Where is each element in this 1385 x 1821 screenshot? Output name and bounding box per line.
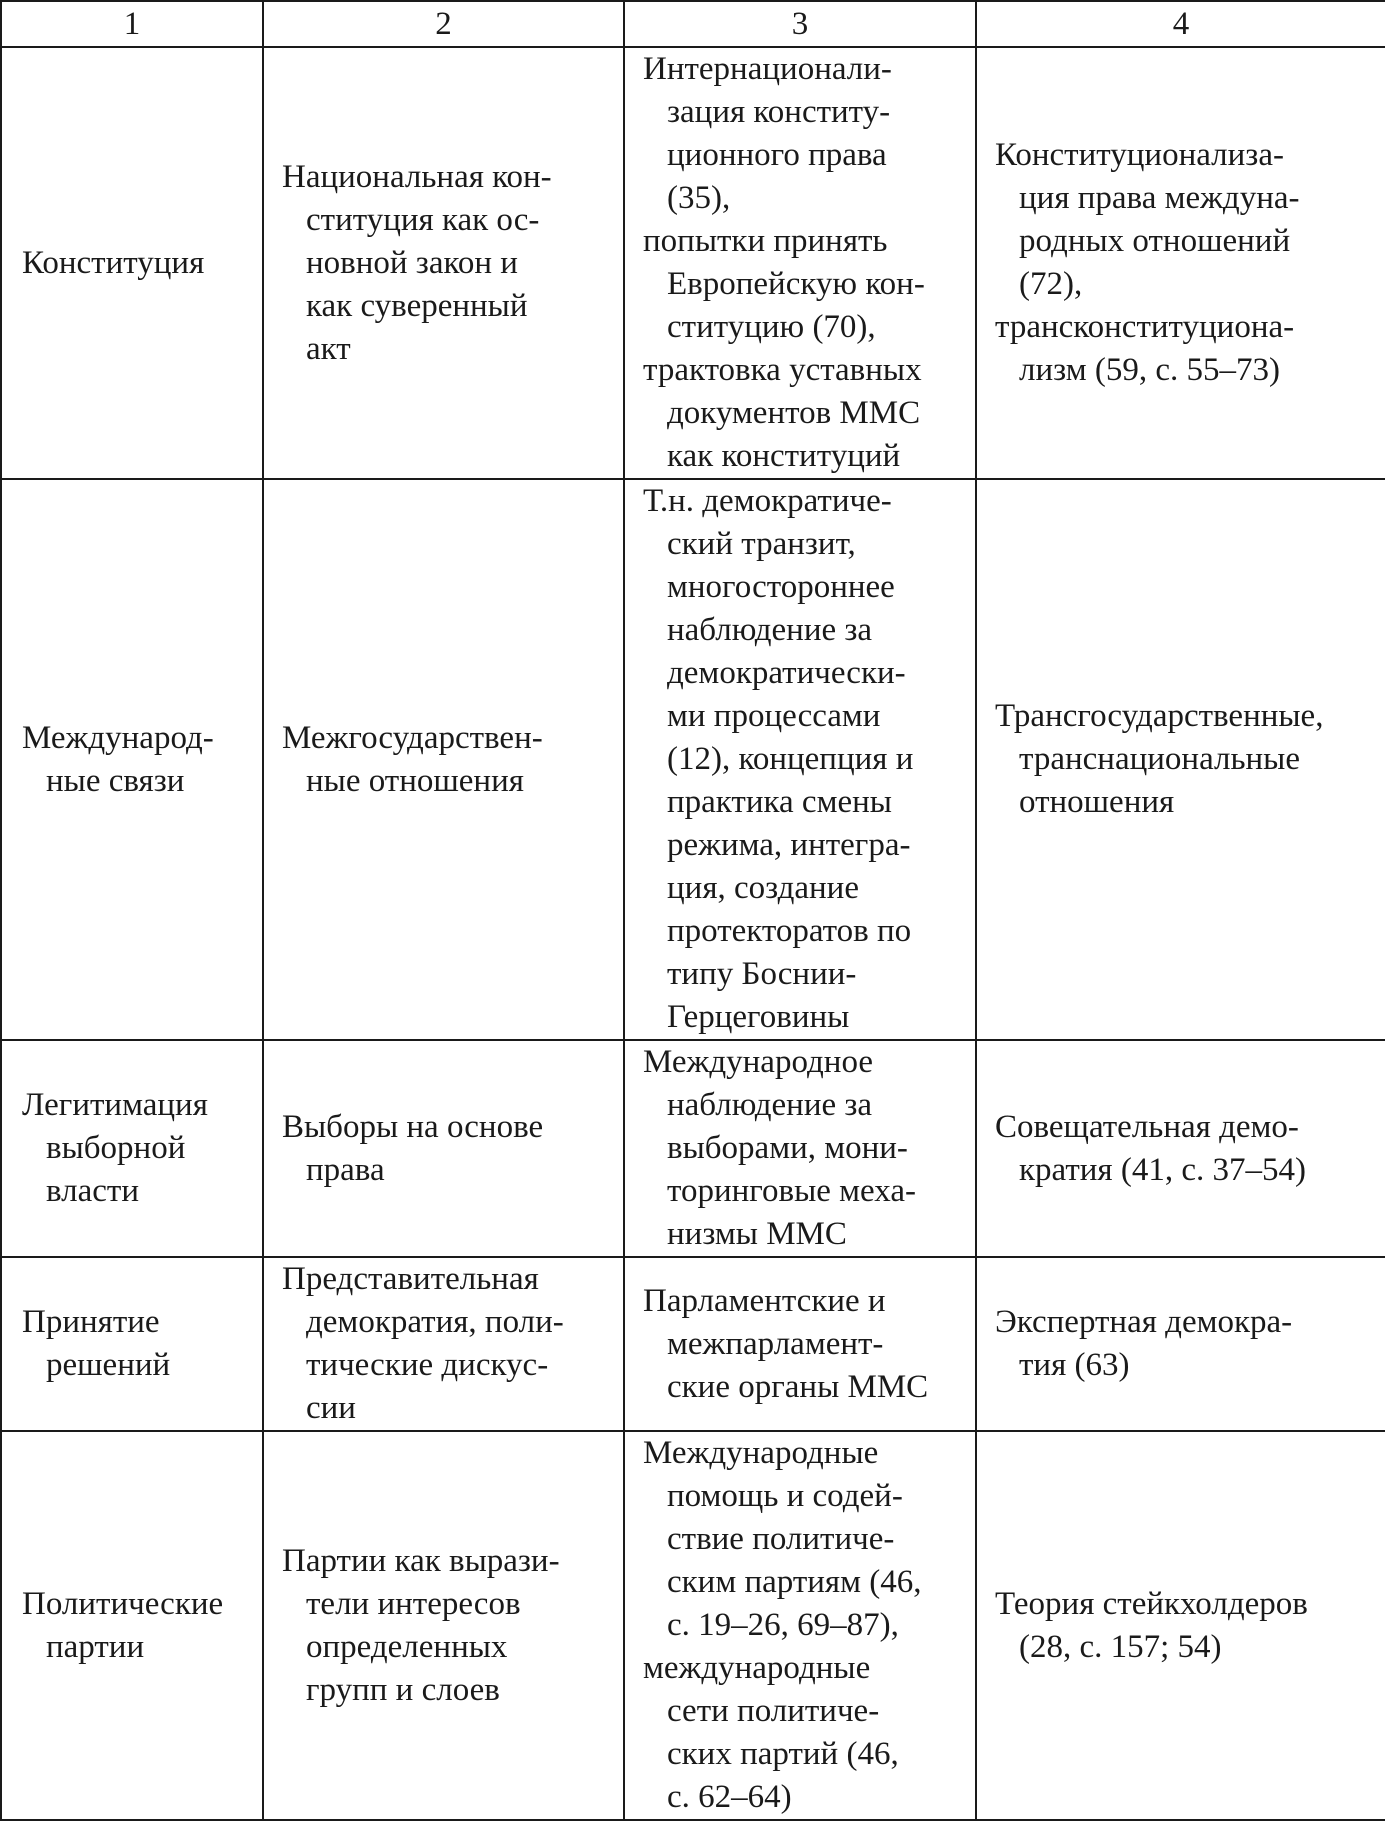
table-cell-col-4 — [976, 1040, 1385, 1257]
cell-line: Экспертная демокра- — [995, 1304, 1293, 1340]
cell-line: Международное — [643, 1044, 874, 1080]
cell-text — [264, 717, 623, 803]
cell-line: как конституций — [667, 438, 901, 474]
cell-line: ский транзит, — [667, 526, 856, 562]
header-cell-4: 4 — [976, 1, 1385, 47]
table-cell-col-4 — [976, 1257, 1385, 1431]
cell-line: ционного права — [667, 137, 887, 173]
cell-line: наблюдение за — [667, 612, 873, 648]
cell-line: ция, создание — [667, 870, 859, 906]
table-cell-col-1 — [1, 1257, 263, 1431]
cell-line: зация конститу- — [667, 94, 891, 130]
cell-text — [2, 1084, 262, 1213]
cell-line: определенных — [306, 1628, 508, 1665]
table-cell-col-3 — [624, 479, 976, 1040]
table-row — [1, 1040, 1385, 1257]
cell-line: Парламентские и — [643, 1282, 886, 1319]
cell-line: ция права междуна- — [1019, 180, 1300, 216]
cell-line: демократически- — [667, 655, 906, 691]
cell-text — [625, 1041, 975, 1256]
cell-text — [977, 695, 1385, 824]
table-row — [1, 47, 1385, 479]
cell-line: ских партий (46, — [667, 1736, 899, 1772]
cell-text — [977, 1301, 1385, 1387]
cell-line: Т.н. демократиче- — [643, 483, 892, 519]
table-cell-col-2 — [263, 1040, 624, 1257]
cell-line: Представительная — [282, 1261, 539, 1297]
cell-line: Совещательная демо- — [995, 1108, 1299, 1145]
header-cell-3: 3 — [624, 1, 976, 47]
table-cell-col-3 — [624, 1431, 976, 1820]
cell-text — [264, 1106, 623, 1192]
header-cell-1: 1 — [1, 1, 263, 47]
cell-line: Выборы на основе — [282, 1108, 544, 1145]
cell-line: ским партиям (46, — [667, 1564, 922, 1600]
cell-line: Конституционализа- — [995, 137, 1284, 173]
cell-line: тели интересов — [306, 1585, 521, 1622]
cell-line: Межгосударствен- — [282, 719, 543, 756]
cell-line: выборами, мони- — [667, 1130, 908, 1166]
table-cell-col-2 — [263, 479, 624, 1040]
table-body — [1, 1, 1385, 1820]
cell-line: попытки принять — [643, 223, 888, 259]
cell-line: документов ММС — [667, 395, 921, 431]
cell-line: сети политиче- — [667, 1693, 880, 1729]
cell-text — [625, 1280, 975, 1409]
cell-line: решений — [46, 1347, 171, 1383]
header-row — [1, 1, 1385, 47]
cell-line: протекторатов по — [667, 913, 912, 949]
cell-line: ституция как ос- — [306, 201, 540, 238]
cell-line: (12), концепция и — [667, 741, 914, 777]
cell-line: практика смены — [667, 784, 892, 820]
cell-line: ституцию (70), — [667, 309, 876, 345]
cell-line: лизм (59, с. 55–73) — [1019, 352, 1280, 388]
cell-line: трансконституциона- — [995, 309, 1295, 345]
cell-line: сии — [306, 1390, 356, 1426]
cell-line: выборной — [46, 1130, 186, 1166]
cell-line: отношения — [1019, 784, 1175, 820]
table-cell-col-4 — [976, 479, 1385, 1040]
table-row — [1, 479, 1385, 1040]
cell-line: Легитимация — [22, 1087, 208, 1123]
cell-line: ные отношения — [306, 762, 524, 799]
cell-line: наблюдение за — [667, 1087, 873, 1123]
cell-line: Принятие — [22, 1304, 160, 1340]
table-row — [1, 1257, 1385, 1431]
cell-line: (28, с. 157; 54) — [1019, 1628, 1222, 1665]
cell-line: новной закон и — [306, 244, 518, 281]
table-row — [1, 1431, 1385, 1820]
cell-line: с. 19–26, 69–87), — [667, 1607, 899, 1643]
cell-text — [625, 48, 975, 478]
cell-line: трактовка уставных — [643, 352, 922, 388]
table-cell-col-2 — [263, 47, 624, 479]
table-cell-col-3 — [624, 1257, 976, 1431]
cell-line: демократия, поли- — [306, 1304, 564, 1340]
cell-line: Европейскую кон- — [667, 266, 925, 302]
cell-line: низмы ММС — [667, 1216, 847, 1252]
cell-text — [264, 156, 623, 371]
header-cell-2: 2 — [263, 1, 624, 47]
cell-line: режима, интегра- — [667, 827, 911, 863]
cell-text — [2, 1583, 262, 1669]
cell-line: Политические — [22, 1585, 224, 1622]
cell-line: Международ- — [22, 719, 214, 756]
cell-text — [977, 1583, 1385, 1669]
cell-line: права — [306, 1151, 385, 1188]
cell-line: транснациональные — [1019, 741, 1300, 777]
cell-line: Национальная кон- — [282, 158, 552, 195]
table-cell-col-3 — [624, 47, 976, 479]
cell-line: как суверенный — [306, 287, 528, 324]
table-cell-col-1 — [1, 47, 263, 479]
cell-line: Герцеговины — [667, 999, 850, 1035]
cell-line: Трансгосударственные, — [995, 698, 1324, 734]
table-cell-col-1 — [1, 1431, 263, 1820]
table-cell-col-3 — [624, 1040, 976, 1257]
cell-line: тия (63) — [1019, 1347, 1130, 1383]
cell-line: кратия (41, с. 37–54) — [1019, 1151, 1306, 1188]
cell-line: родных отношений — [1019, 223, 1291, 259]
cell-line: ствие политиче- — [667, 1521, 895, 1557]
cell-line: Интернационали- — [643, 51, 892, 87]
cell-line: Теория стейкхолдеров — [995, 1585, 1308, 1622]
table-cell-col-1 — [1, 479, 263, 1040]
table-cell-col-4 — [976, 47, 1385, 479]
cell-line: межпарламент- — [667, 1325, 884, 1362]
cell-line: Международные — [643, 1435, 879, 1471]
table-cell-col-2 — [263, 1257, 624, 1431]
cell-line: ские органы ММС — [667, 1368, 929, 1405]
cell-line: ми процессами — [667, 698, 881, 734]
cell-line: с. 62–64) — [667, 1779, 792, 1815]
cell-line: акт — [306, 330, 351, 367]
cell-text — [2, 717, 262, 803]
cell-text — [625, 1432, 975, 1819]
cell-text — [2, 242, 262, 285]
cell-text — [264, 1540, 623, 1712]
cell-text — [2, 1301, 262, 1387]
cell-text — [264, 1258, 623, 1430]
table-cell-col-2 — [263, 1431, 624, 1820]
cell-line: партии — [46, 1628, 145, 1665]
cell-text — [977, 134, 1385, 392]
cell-line: Конституция — [22, 244, 205, 281]
cell-line: (35), — [667, 180, 731, 216]
cell-line: (72), — [1019, 266, 1083, 302]
cell-line: международные — [643, 1650, 871, 1686]
cell-line: многостороннее — [667, 569, 895, 605]
cell-text — [977, 1106, 1385, 1192]
cell-line: тические дискус- — [306, 1347, 549, 1383]
table-cell-col-4 — [976, 1431, 1385, 1820]
cell-line: групп и слоев — [306, 1671, 500, 1708]
cell-line: помощь и содей- — [667, 1478, 903, 1514]
cell-line: типу Боснии- — [667, 956, 857, 992]
cell-line: ные связи — [46, 762, 185, 799]
cell-line: Партии как вырази- — [282, 1542, 560, 1579]
table-cell-col-1 — [1, 1040, 263, 1257]
cell-text — [625, 480, 975, 1039]
cell-line: власти — [46, 1173, 139, 1209]
cell-line: торинговые меха- — [667, 1173, 916, 1209]
